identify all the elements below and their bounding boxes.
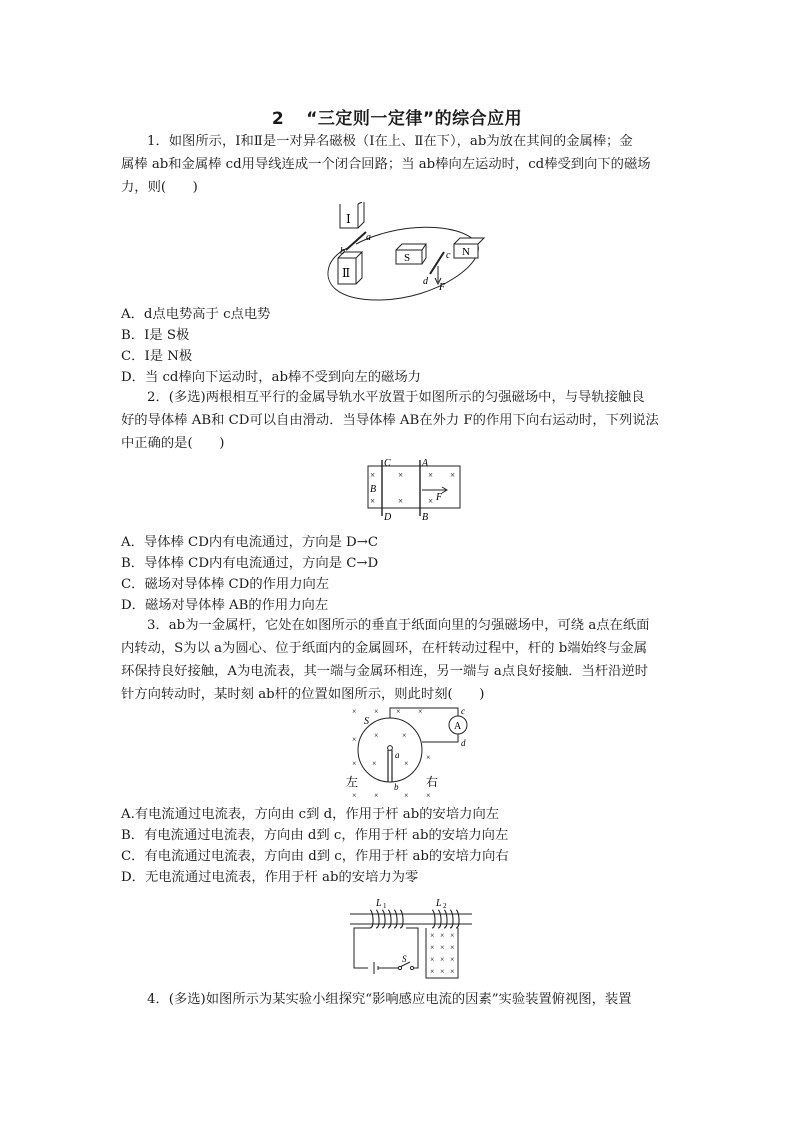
section-title: 2 “三定则一定律”的综合应用 — [271, 109, 523, 129]
svg-text:×: × — [428, 470, 434, 480]
svg-text:C: C — [384, 458, 391, 469]
svg-text:A: A — [422, 458, 429, 469]
svg-text:F: F — [436, 492, 443, 503]
question-2-figure — [362, 456, 464, 522]
q2-option-c[interactable]: C．磁场对导体棒 CD的作用力向左 — [121, 577, 330, 592]
svg-text:×: × — [372, 759, 377, 768]
q1-option-c[interactable]: C．Ⅰ是 N极 — [121, 349, 193, 364]
pole-top-label: Ⅰ — [346, 212, 351, 226]
q3-option-d[interactable]: D．无电流通过电流表，作用于杆 ab的安培力为零 — [121, 870, 419, 885]
question-2-stem: 2．(多选)两根相互平行的金属导轨水平放置于如图所示的匀强磁场中，与导轨接触良 好的导体棒 AB和 CD可以自由滑动．当导体棒 AB在外力 F的作用下向右运动时，下列说法 中正确的是( ) — [121, 390, 659, 451]
question-4-stem: 4．(多选)如图所示为某实验小组探究“影响感应电流的因素”实验装置俯视图，装置 — [147, 992, 632, 1007]
svg-text:×: × — [370, 496, 376, 506]
svg-text:N: N — [462, 246, 470, 258]
svg-text:×: × — [430, 943, 435, 952]
q1-option-d[interactable]: D．当 cd棒向下运动时，ab棒不受到向左的磁场力 — [121, 370, 421, 385]
pole-bottom-label: Ⅱ — [342, 266, 351, 280]
svg-text:×: × — [352, 791, 357, 800]
svg-text:1: 1 — [383, 902, 387, 910]
svg-text:S: S — [404, 252, 411, 264]
svg-text:D: D — [384, 512, 392, 522]
svg-text:×: × — [374, 791, 379, 800]
svg-text:a: a — [395, 750, 400, 760]
svg-text:B: B — [422, 512, 429, 522]
svg-text:×: × — [450, 931, 455, 940]
q2-option-b[interactable]: B．导体棒 CD内有电流通过，方向是 C→D — [121, 556, 379, 571]
svg-text:×: × — [426, 753, 431, 762]
svg-text:左: 左 — [346, 775, 359, 789]
svg-text:×: × — [430, 931, 435, 940]
svg-text:×: × — [430, 955, 435, 964]
svg-text:×: × — [374, 707, 379, 716]
svg-text:×: × — [404, 791, 409, 800]
svg-text:b: b — [394, 782, 399, 792]
question-3-figure — [340, 702, 480, 802]
svg-text:右: 右 — [426, 775, 439, 789]
svg-text:d: d — [423, 276, 428, 287]
svg-text:×: × — [402, 731, 407, 740]
svg-text:×: × — [398, 470, 404, 480]
svg-text:S: S — [364, 716, 369, 727]
svg-text:F: F — [439, 282, 446, 293]
q1-option-b[interactable]: B．Ⅰ是 S极 — [121, 328, 190, 343]
svg-text:B: B — [370, 484, 377, 495]
svg-text:L: L — [436, 898, 442, 909]
svg-text:×: × — [404, 759, 409, 768]
svg-text:2: 2 — [443, 902, 447, 910]
q3-option-c[interactable]: C．有电流通过电流表，方向由 d到 c，作用于杆 ab的安培力向右 — [121, 849, 509, 864]
svg-text:×: × — [352, 707, 357, 716]
q3-option-a[interactable]: A.有电流通过电流表，方向由 c到 d，作用于杆 ab的安培力向左 — [121, 807, 500, 822]
svg-text:×: × — [440, 967, 445, 976]
q1-option-a[interactable]: A．d点电势高于 c点电势 — [121, 307, 271, 322]
svg-text:×: × — [450, 967, 455, 976]
q3-option-b[interactable]: B．有电流通过电流表，方向由 d到 c，作用于杆 ab的安培力向左 — [121, 828, 509, 843]
svg-text:×: × — [374, 731, 379, 740]
svg-text:L: L — [376, 898, 382, 909]
svg-text:c: c — [446, 250, 451, 261]
svg-text:×: × — [418, 707, 423, 716]
svg-text:×: × — [426, 791, 431, 800]
svg-text:A: A — [454, 721, 462, 732]
svg-text:×: × — [450, 470, 456, 480]
svg-text:×: × — [352, 759, 357, 768]
q2-option-a[interactable]: A．导体棒 CD内有电流通过，方向是 D→C — [121, 535, 379, 550]
question-1-stem: 1．如图所示，Ⅰ和Ⅱ是一对异名磁极（Ⅰ在上、Ⅱ在下），ab为放在其间的金属棒；金 属棒 ab和金属棒 cd用导线连成一个闭合回路；当 ab棒向左运动时，cd棒受到向下的磁场 力，则( ) — [121, 134, 651, 195]
svg-text:×: × — [352, 735, 357, 744]
svg-text:×: × — [440, 943, 445, 952]
svg-text:×: × — [440, 931, 445, 940]
svg-text:×: × — [430, 967, 435, 976]
svg-text:×: × — [450, 943, 455, 952]
svg-text:×: × — [398, 496, 404, 506]
svg-text:d: d — [461, 738, 466, 748]
question-1-figure — [318, 202, 488, 310]
svg-text:c: c — [461, 706, 465, 716]
question-4-figure — [348, 896, 474, 982]
svg-text:×: × — [450, 955, 455, 964]
svg-text:a: a — [366, 232, 371, 243]
svg-text:×: × — [440, 955, 445, 964]
svg-text:×: × — [396, 707, 401, 716]
svg-text:b: b — [340, 246, 345, 257]
svg-text:×: × — [428, 496, 434, 506]
q2-option-d[interactable]: D．磁场对导体棒 AB的作用力向左 — [121, 598, 329, 613]
question-3-stem: 3．ab为一金属杆，它处在如图所示的垂直于纸面向里的匀强磁场中，可绕 a点在纸面 内转动，S为以 a为圆心、位于纸面内的金属圆环，在杆转动过程中，杆的 b端始终与金属 环保持良好接触，A为电流表，其一端与金属环相连，另一端与 a点良好接触．当杆沿逆时 针方向转动时，某时刻 ab杆的位置如图所示，则此时刻( ) — [121, 618, 650, 702]
svg-text:S: S — [402, 954, 407, 964]
svg-text:×: × — [370, 470, 376, 480]
